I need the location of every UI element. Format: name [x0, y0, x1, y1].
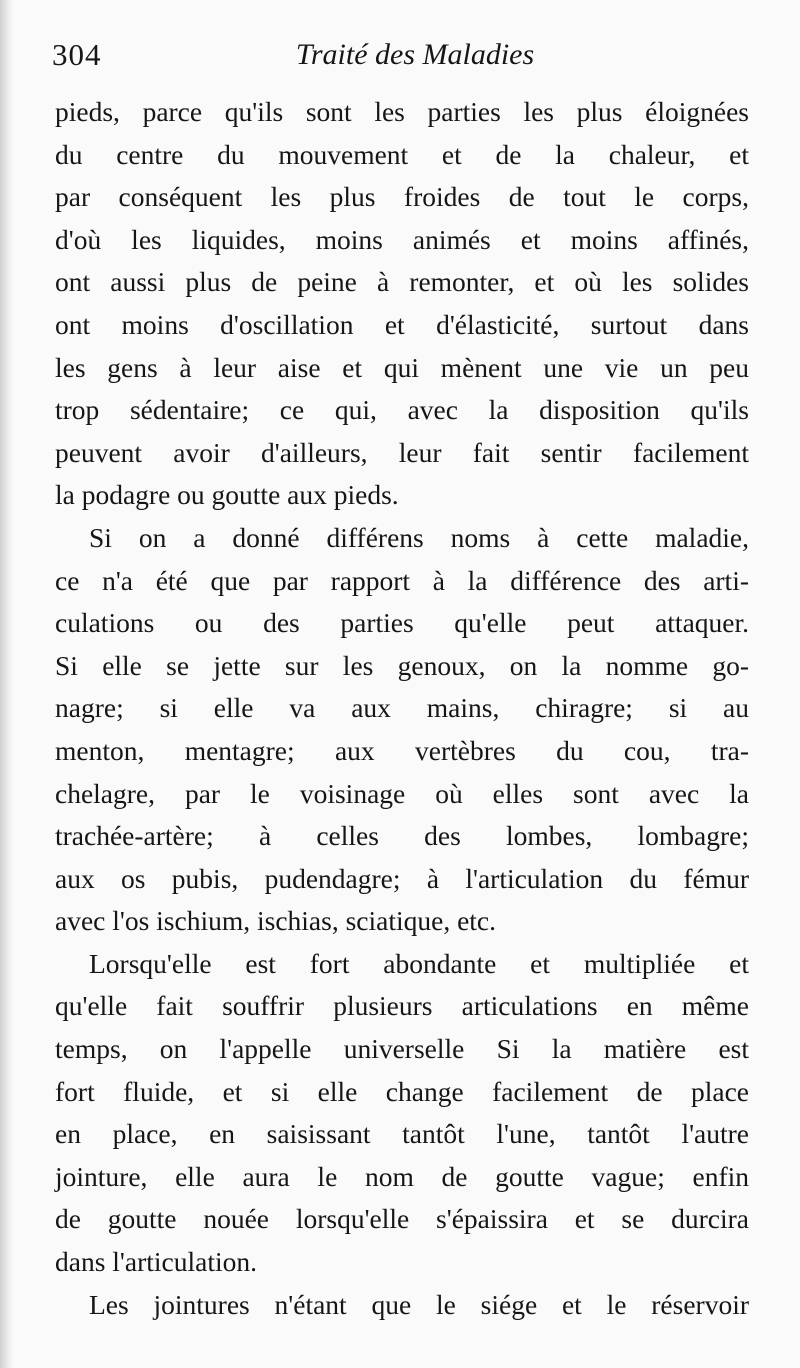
text-line: avec l'os ischium, ischias, sciatique, etc. — [55, 905, 497, 937]
body-text — [55, 91, 749, 1326]
paragraph — [55, 91, 749, 517]
running-title: Traité des Maladies — [295, 38, 535, 71]
text-line: la podagre ou goutte aux pieds. — [55, 479, 399, 511]
text-line: chelagre, par le voisinage où elles sont avec la — [55, 777, 749, 809]
text-line: nagre; si elle va aux mains, chiragre; si au — [55, 692, 749, 724]
text-line: Si elle se jette sur les genoux, on la nomme go- — [55, 649, 749, 681]
text-line: d'où les liquides, moins animés et moins affinés, — [55, 223, 749, 255]
text-line: culations ou des parties qu'elle peut attaquer. — [55, 607, 749, 639]
text-line: de goutte nouée lorsqu'elle s'épaissira et se durcira — [55, 1203, 749, 1235]
text-line: ont moins d'oscillation et d'élasticité, surtout dans — [55, 308, 749, 340]
text-line: dans l'articulation. — [55, 1246, 257, 1278]
text-line: Si on a donné différens noms à cette maladie, — [89, 521, 749, 553]
page-gutter-shadow — [0, 0, 14, 1368]
text-line: aux os pubis, pudendagre; à l'articulation du fémur — [55, 862, 749, 894]
text-line: Lorsqu'elle est fort abondante et multipliée et — [89, 947, 749, 979]
text-line: en place, en saisissant tantôt l'une, tantôt l'autre — [55, 1118, 749, 1150]
text-line: ont aussi plus de peine à remonter, et où les solides — [55, 266, 749, 298]
text-line: du centre du mouvement et de la chaleur, et — [55, 138, 749, 170]
text-line: trop sédentaire; ce qui, avec la disposition qu'ils — [55, 394, 749, 426]
text-line: temps, on l'appelle universelle Si la matière est — [55, 1033, 749, 1065]
paragraph — [55, 943, 749, 1284]
text-line: peuvent avoir d'ailleurs, leur fait sentir facilement — [55, 436, 749, 468]
paragraph — [55, 1284, 749, 1327]
text-line: ce n'a été que par rapport à la différence des arti- — [55, 564, 749, 596]
text-line: jointure, elle aura le nom de goutte vague; enfin — [55, 1160, 749, 1192]
text-line: Les jointures n'étant que le siége et le réservoir — [89, 1288, 749, 1320]
page-number: 304 — [52, 37, 102, 72]
text-line: trachée-artère; à celles des lombes, lombagre; — [55, 820, 749, 852]
text-line: les gens à leur aise et qui mènent une vie un peu — [55, 351, 749, 383]
paragraph — [55, 517, 749, 943]
text-line: qu'elle fait souffrir plusieurs articulations en même — [55, 990, 749, 1022]
text-line: fort fluide, et si elle change facilement de place — [55, 1075, 749, 1107]
text-line: pieds, parce qu'ils sont les parties les plus éloignées — [55, 96, 749, 127]
text-line: menton, mentagre; aux vertèbres du cou, tra- — [55, 734, 749, 766]
text-line: par conséquent les plus froides de tout le corps, — [55, 181, 749, 213]
